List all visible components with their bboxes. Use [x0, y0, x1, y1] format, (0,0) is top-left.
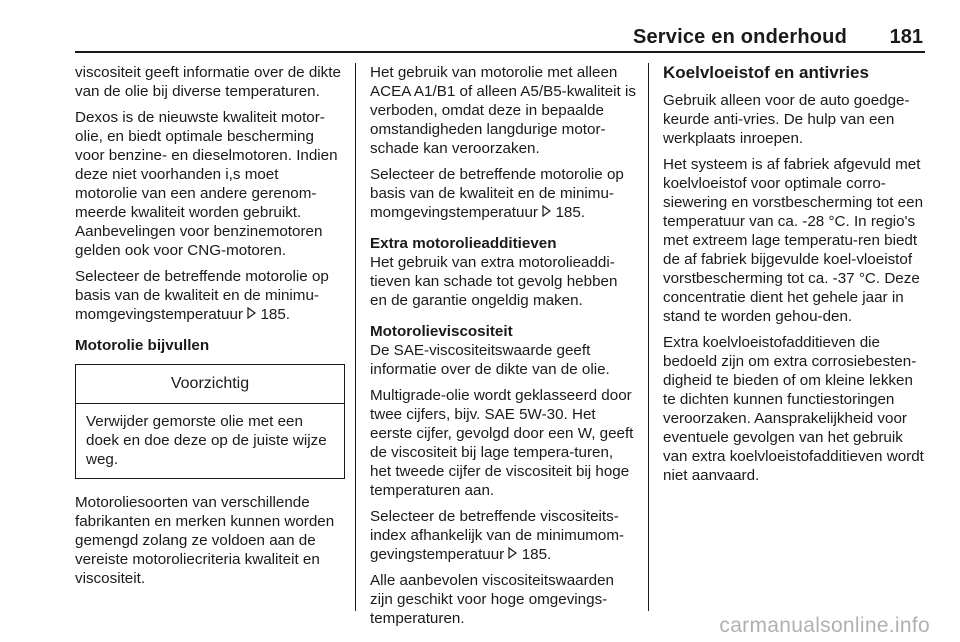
- page-number: 181: [889, 26, 923, 48]
- paragraph: Motoroliesoorten van verschillende fabrikanten en merken kunnen worden gemengd zolang ze voldoen aan de vereiste motoroliecriteria kwaliteit en viscositeit.: [75, 494, 335, 587]
- paragraph: Selecteer de betreffende viscositeits-index afhankelijk van de minimumom-gevingstemperatuur 185.: [370, 508, 625, 563]
- column-divider-2: [648, 63, 649, 611]
- page-title: Service en onderhoud: [632, 26, 847, 48]
- paragraph: Extra koelvloeistofadditieven die bedoeld zijn om extra corrosiebesten-digheid te bieden of om kleine lekken te dichten kunnen functiestoringen veroorzaken. Aansprakelijkheid voor eventuele gevolgen van het gebruik van extra koelvloeistofadditieven wordt niet aanvaard.: [663, 334, 924, 484]
- paragraph: Dexos is de nieuwste kwaliteit motor-olie, en biedt optimale bescherming voor benzine- en dieselmotoren. Indien deze niet voorhanden i,s moet motorolie van een andere gerenom-meerde kwaliteit worden gebruikt. Aanbevelingen voor benzinemotoren gelden ook voor CNG-motoren.: [75, 109, 338, 259]
- warning-text: Verwijder gemorste olie met een doek en doe deze op de juiste wijze weg.: [86, 413, 327, 468]
- paragraph: Het gebruik van motorolie met alleen ACEA A1/B1 of alleen A5/B5-kwaliteit is verboden, omdat deze in bepaalde omstandigheden langdurige motor-schade kan veroorzaken.: [370, 64, 636, 157]
- paragraph: De SAE-viscositeitswaarde geeft informatie over de dikte van de olie.: [370, 342, 610, 378]
- section-title: Koelvloeistof en antivries: [663, 63, 869, 82]
- column-divider-1: [355, 63, 356, 611]
- header-rule: [75, 51, 925, 53]
- column-2: [370, 63, 638, 635]
- paragraph: viscositeit geeft informatie over de dikte van de olie bij diverse temperaturen.: [75, 64, 341, 100]
- page-reference[interactable]: 185.: [521, 546, 552, 563]
- paragraph: Selecteer de betreffende motorolie op basis van de kwaliteit en de minimu-momgevingstemperatuur 185.: [75, 268, 329, 323]
- paragraph: Het gebruik van extra motorolieaddi-tieven kan schade tot gevolg hebben en de garantie ongeldig maken.: [370, 254, 618, 309]
- paragraph: Het systeem is af fabriek afgevuld met koelvloeistof voor optimale corro-siewering en vorstbescherming tot een temperatuur van ca. -28 °C. In regio's met extreem lage temperatu-ren biedt de af fabriek bijgevulde koel-vloeistof vorstbescherming tot ca. -37 °C. Deze concentratie dient het gehele jaar in stand te worden gehou-den.: [663, 156, 924, 325]
- subheading: Motorolieviscositeit: [370, 323, 513, 340]
- watermark: carmanualsonline.info: [719, 614, 930, 637]
- triangle-right-outline-icon[interactable]: [508, 547, 517, 559]
- warning-title: Voorzichtig: [76, 365, 344, 404]
- paragraph: Alle aanbevolen viscositeitswaarden zijn geschikt voor hoge omgevings-temperaturen.: [370, 572, 614, 627]
- column-3: [663, 63, 927, 492]
- page-reference[interactable]: 185.: [260, 306, 291, 323]
- paragraph: Multigrade-olie wordt geklasseerd door twee cijfers, bijv. SAE 5W-30. Het eerste cijfer, gevolgd door een W, geeft de viscositeit bij lage tempera-turen, het tweede cijfer de viscositeit bij hoge temperaturen aan.: [370, 387, 634, 499]
- page-reference[interactable]: 185.: [555, 204, 586, 221]
- paragraph: Selecteer de betreffende motorolie op basis van de kwaliteit en de minimu-momgevingstemperatuur 185.: [370, 166, 624, 221]
- column-1: [75, 63, 345, 595]
- triangle-right-outline-icon[interactable]: [247, 307, 256, 319]
- triangle-right-outline-icon[interactable]: [542, 205, 551, 217]
- page-header: [75, 26, 925, 50]
- paragraph: Gebruik alleen voor de auto goedge-keurde anti-vries. De hulp van een werkplaats inroepen.: [663, 92, 910, 147]
- warning-box: [75, 364, 345, 479]
- subheading: Motorolie bijvullen: [75, 337, 210, 354]
- subheading: Extra motorolieadditieven: [370, 235, 557, 252]
